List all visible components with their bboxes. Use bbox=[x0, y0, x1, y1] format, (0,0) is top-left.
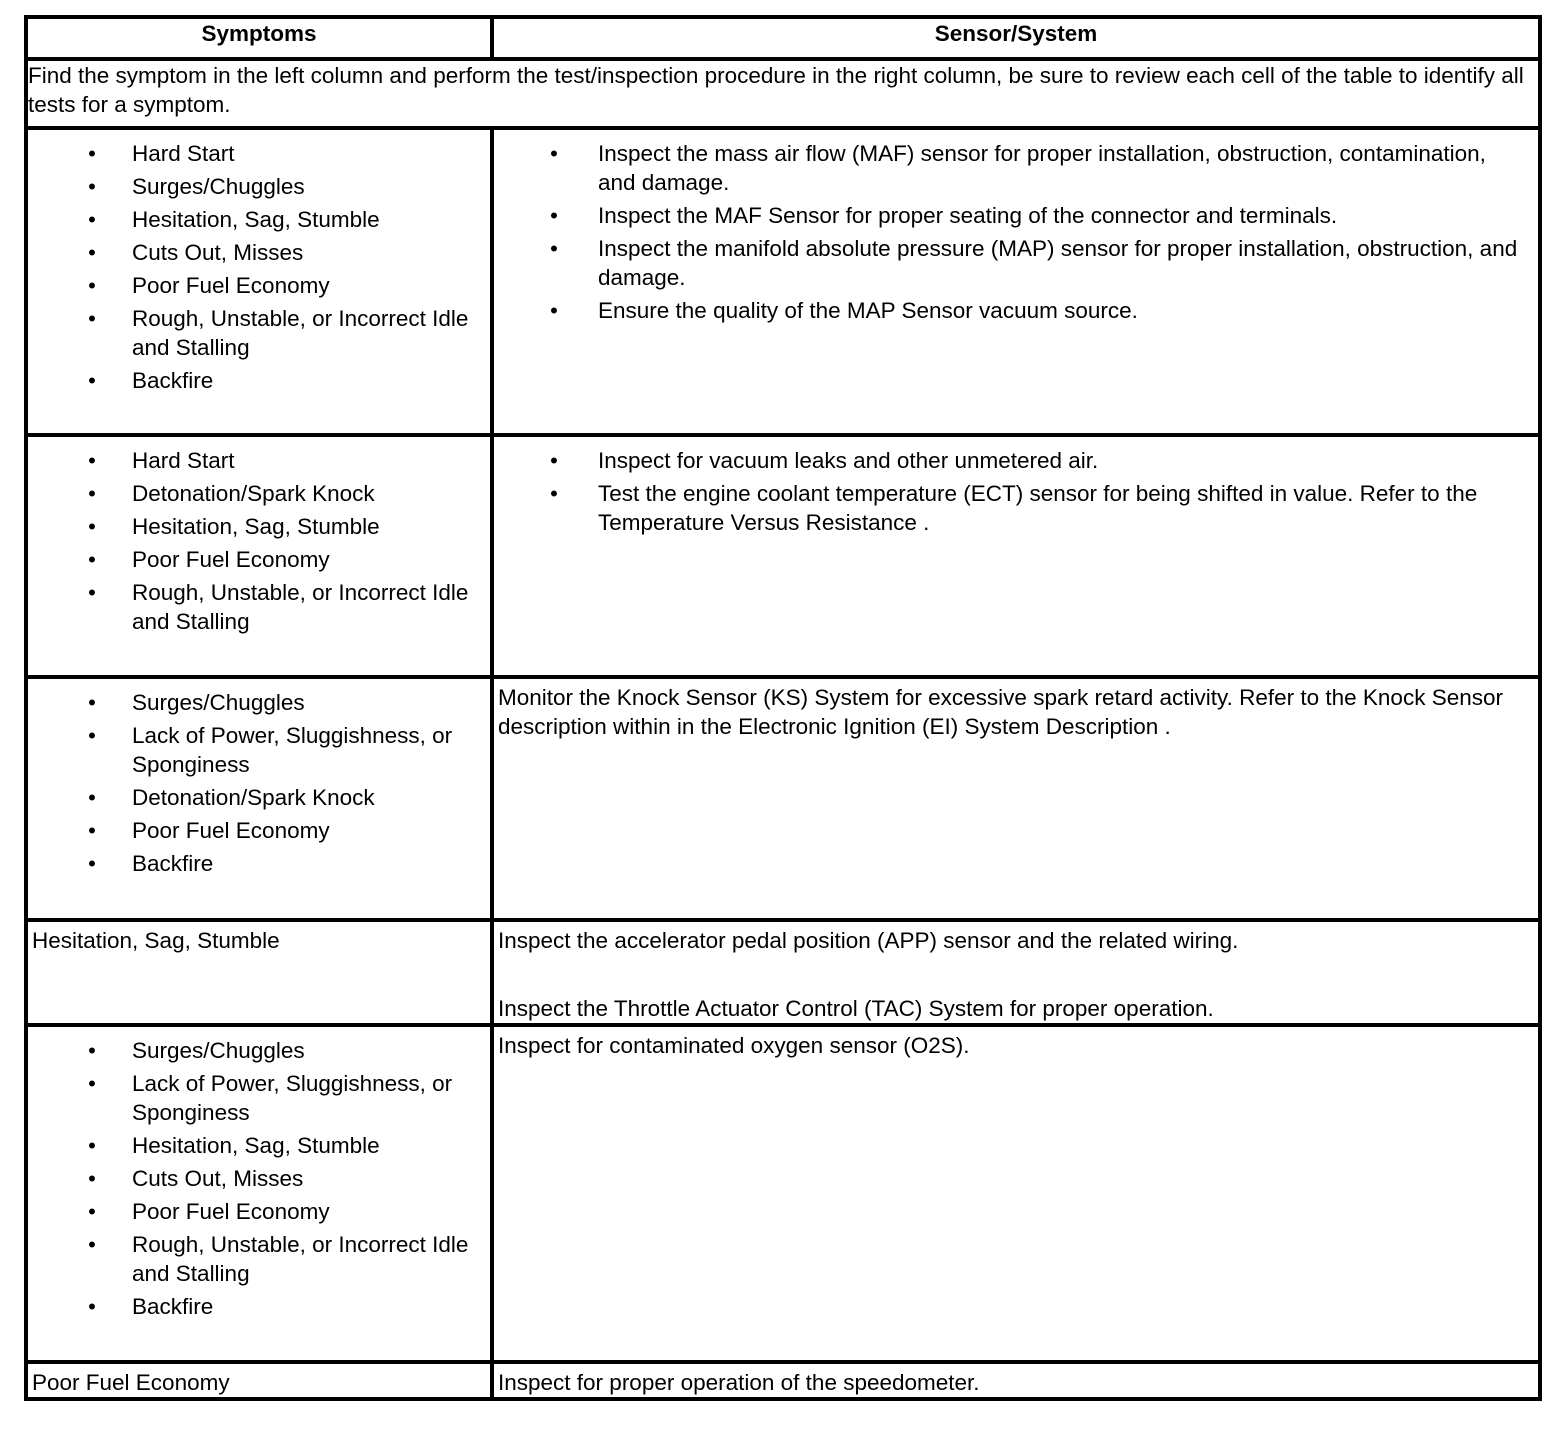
bullet-icon: • bbox=[88, 818, 96, 843]
symptom-label: Detonation/Spark Knock bbox=[132, 481, 375, 506]
symptom-label: Hesitation, Sag, Stumble bbox=[132, 514, 380, 539]
list-item bbox=[28, 783, 490, 812]
symptom-label: Lack of Power, Sluggishness, or Sponginess bbox=[132, 1071, 453, 1125]
header-row bbox=[26, 17, 1540, 59]
check-text: Test the engine coolant temperature (ECT) sensor for being shifted in value. Refer to the Temperature Versus Resistance . bbox=[598, 481, 1478, 535]
sensor-system-cell bbox=[492, 1362, 1540, 1399]
sensor-system-cell bbox=[492, 677, 1540, 920]
list-item bbox=[28, 304, 490, 362]
symptom-label: Surges/Chuggles bbox=[132, 690, 305, 715]
check-text: Inspect the mass air flow (MAF) sensor for proper installation, obstruction, contamination, and damage. bbox=[598, 141, 1486, 195]
bullet-icon: • bbox=[88, 514, 96, 539]
check-text: Inspect the Throttle Actuator Control (TAC) System for proper operation. bbox=[498, 996, 1214, 1021]
check-paragraphs bbox=[494, 922, 1538, 1023]
list-item bbox=[494, 234, 1538, 292]
bullet-icon: • bbox=[88, 1038, 96, 1063]
symptom-label: Cuts Out, Misses bbox=[132, 1166, 304, 1191]
symptom-label: Hesitation, Sag, Stumble bbox=[132, 207, 380, 232]
sensor-system-cell bbox=[492, 1025, 1540, 1362]
symptom-label: Backfire bbox=[132, 1294, 214, 1319]
bullet-icon: • bbox=[88, 273, 96, 298]
bullet-icon: • bbox=[88, 1294, 96, 1319]
symptom-label: Surges/Chuggles bbox=[132, 174, 305, 199]
bullet-icon: • bbox=[550, 481, 558, 506]
paragraph-gap bbox=[498, 955, 1532, 994]
bullet-icon: • bbox=[550, 236, 558, 261]
list-item bbox=[494, 446, 1538, 475]
check-text: Inspect for vacuum leaks and other unmetered air. bbox=[598, 448, 1099, 473]
bullet-icon: • bbox=[88, 174, 96, 199]
symptom-label: Detonation/Spark Knock bbox=[132, 785, 375, 810]
bullet-icon: • bbox=[88, 240, 96, 265]
sensor-system-cell bbox=[492, 920, 1540, 1025]
bullet-icon: • bbox=[88, 141, 96, 166]
list-item bbox=[28, 545, 490, 574]
bullet-icon: • bbox=[88, 723, 96, 748]
check-text: Inspect for proper operation of the speedometer. bbox=[498, 1370, 980, 1395]
symptom-label: Hesitation, Sag, Stumble bbox=[32, 928, 280, 953]
list-item bbox=[28, 366, 490, 395]
list-item bbox=[28, 849, 490, 878]
list-item bbox=[28, 1292, 490, 1321]
symptom-label: Hard Start bbox=[132, 141, 235, 166]
symptom-label: Poor Fuel Economy bbox=[32, 1370, 230, 1395]
list-item bbox=[28, 688, 490, 717]
list-item bbox=[28, 816, 490, 845]
symptom-label: Backfire bbox=[132, 851, 214, 876]
intro-row bbox=[26, 59, 1540, 128]
table-row bbox=[26, 677, 1540, 920]
symptom-list bbox=[28, 679, 490, 878]
table-row bbox=[26, 1025, 1540, 1362]
symptom-label: Cuts Out, Misses bbox=[132, 240, 304, 265]
bullet-icon: • bbox=[88, 368, 96, 393]
diagnostic-table bbox=[24, 15, 1542, 1401]
list-item bbox=[28, 578, 490, 636]
symptom-list bbox=[28, 1027, 490, 1321]
bullet-icon: • bbox=[550, 203, 558, 228]
list-item bbox=[28, 271, 490, 300]
symptom-label: Poor Fuel Economy bbox=[132, 273, 330, 298]
bullet-icon: • bbox=[550, 298, 558, 323]
bullet-icon: • bbox=[88, 1232, 96, 1257]
list-item bbox=[28, 139, 490, 168]
symptom-label: Rough, Unstable, or Incorrect Idle and Stalling bbox=[132, 306, 469, 360]
bullet-icon: • bbox=[550, 448, 558, 473]
symptom-label: Rough, Unstable, or Incorrect Idle and Stalling bbox=[132, 580, 469, 634]
sensor-system-cell bbox=[492, 435, 1540, 677]
list-item bbox=[28, 479, 490, 508]
list-item bbox=[28, 238, 490, 267]
sensor-system-cell bbox=[492, 128, 1540, 435]
table-row bbox=[26, 128, 1540, 435]
list-item bbox=[28, 1197, 490, 1226]
bullet-icon: • bbox=[88, 1071, 96, 1096]
symptom-label: Lack of Power, Sluggishness, or Sponginess bbox=[132, 723, 453, 777]
list-item bbox=[28, 1230, 490, 1288]
check-text: Ensure the quality of the MAP Sensor vacuum source. bbox=[598, 298, 1138, 323]
bullet-icon: • bbox=[88, 1133, 96, 1158]
bullet-icon: • bbox=[88, 481, 96, 506]
intro-text: Find the symptom in the left column and perform the test/inspection procedure in the right column, be sure to review each cell of the table to identify all tests for a symptom. bbox=[26, 59, 1540, 128]
symptoms-cell bbox=[26, 128, 492, 435]
check-list bbox=[494, 437, 1538, 537]
list-item bbox=[494, 479, 1538, 537]
table-row bbox=[26, 920, 1540, 1025]
symptom-label: Rough, Unstable, or Incorrect Idle and Stalling bbox=[132, 1232, 469, 1286]
bullet-icon: • bbox=[88, 547, 96, 572]
symptom-list bbox=[28, 130, 490, 395]
check-text: Inspect the accelerator pedal position (APP) sensor and the related wiring. bbox=[498, 928, 1239, 953]
bullet-icon: • bbox=[88, 690, 96, 715]
symptoms-cell bbox=[26, 435, 492, 677]
symptoms-cell bbox=[26, 677, 492, 920]
symptoms-cell bbox=[26, 1362, 492, 1399]
bullet-icon: • bbox=[88, 851, 96, 876]
symptoms-column-header: Symptoms bbox=[26, 17, 492, 59]
list-item bbox=[28, 172, 490, 201]
bullet-icon: • bbox=[88, 207, 96, 232]
sensor-system-column-header: Sensor/System bbox=[492, 17, 1540, 59]
list-item bbox=[28, 1036, 490, 1065]
list-item bbox=[28, 512, 490, 541]
check-text: Monitor the Knock Sensor (KS) System for excessive spark retard activity. Refer to the Knock Sensor description within in the Electronic Ignition (EI) System Description . bbox=[498, 685, 1503, 739]
symptom-label: Surges/Chuggles bbox=[132, 1038, 305, 1063]
symptom-label: Backfire bbox=[132, 368, 214, 393]
symptom-label: Poor Fuel Economy bbox=[132, 547, 330, 572]
list-item bbox=[494, 296, 1538, 325]
list-item bbox=[494, 139, 1538, 197]
bullet-icon: • bbox=[88, 448, 96, 473]
check-text: Inspect the manifold absolute pressure (MAP) sensor for proper installation, obstruction, and damage. bbox=[598, 236, 1518, 290]
list-item bbox=[494, 201, 1538, 230]
symptom-label: Hard Start bbox=[132, 448, 235, 473]
symptoms-cell bbox=[26, 920, 492, 1025]
check-text: Inspect the MAF Sensor for proper seating of the connector and terminals. bbox=[598, 203, 1338, 228]
bullet-icon: • bbox=[88, 1199, 96, 1224]
symptom-label: Poor Fuel Economy bbox=[132, 1199, 330, 1224]
symptoms-cell bbox=[26, 1025, 492, 1362]
list-item bbox=[28, 1069, 490, 1127]
bullet-icon: • bbox=[88, 580, 96, 605]
list-item bbox=[28, 1131, 490, 1160]
symptom-label: Poor Fuel Economy bbox=[132, 818, 330, 843]
list-item bbox=[28, 721, 490, 779]
check-text: Inspect for contaminated oxygen sensor (O2S). bbox=[498, 1033, 970, 1058]
list-item bbox=[28, 1164, 490, 1193]
table-row bbox=[26, 1362, 1540, 1399]
table-row bbox=[26, 435, 1540, 677]
bullet-icon: • bbox=[88, 785, 96, 810]
bullet-icon: • bbox=[550, 141, 558, 166]
symptom-label: Hesitation, Sag, Stumble bbox=[132, 1133, 380, 1158]
check-list bbox=[494, 130, 1538, 325]
bullet-icon: • bbox=[88, 1166, 96, 1191]
bullet-icon: • bbox=[88, 306, 96, 331]
symptom-list bbox=[28, 437, 490, 636]
list-item bbox=[28, 446, 490, 475]
list-item bbox=[28, 205, 490, 234]
